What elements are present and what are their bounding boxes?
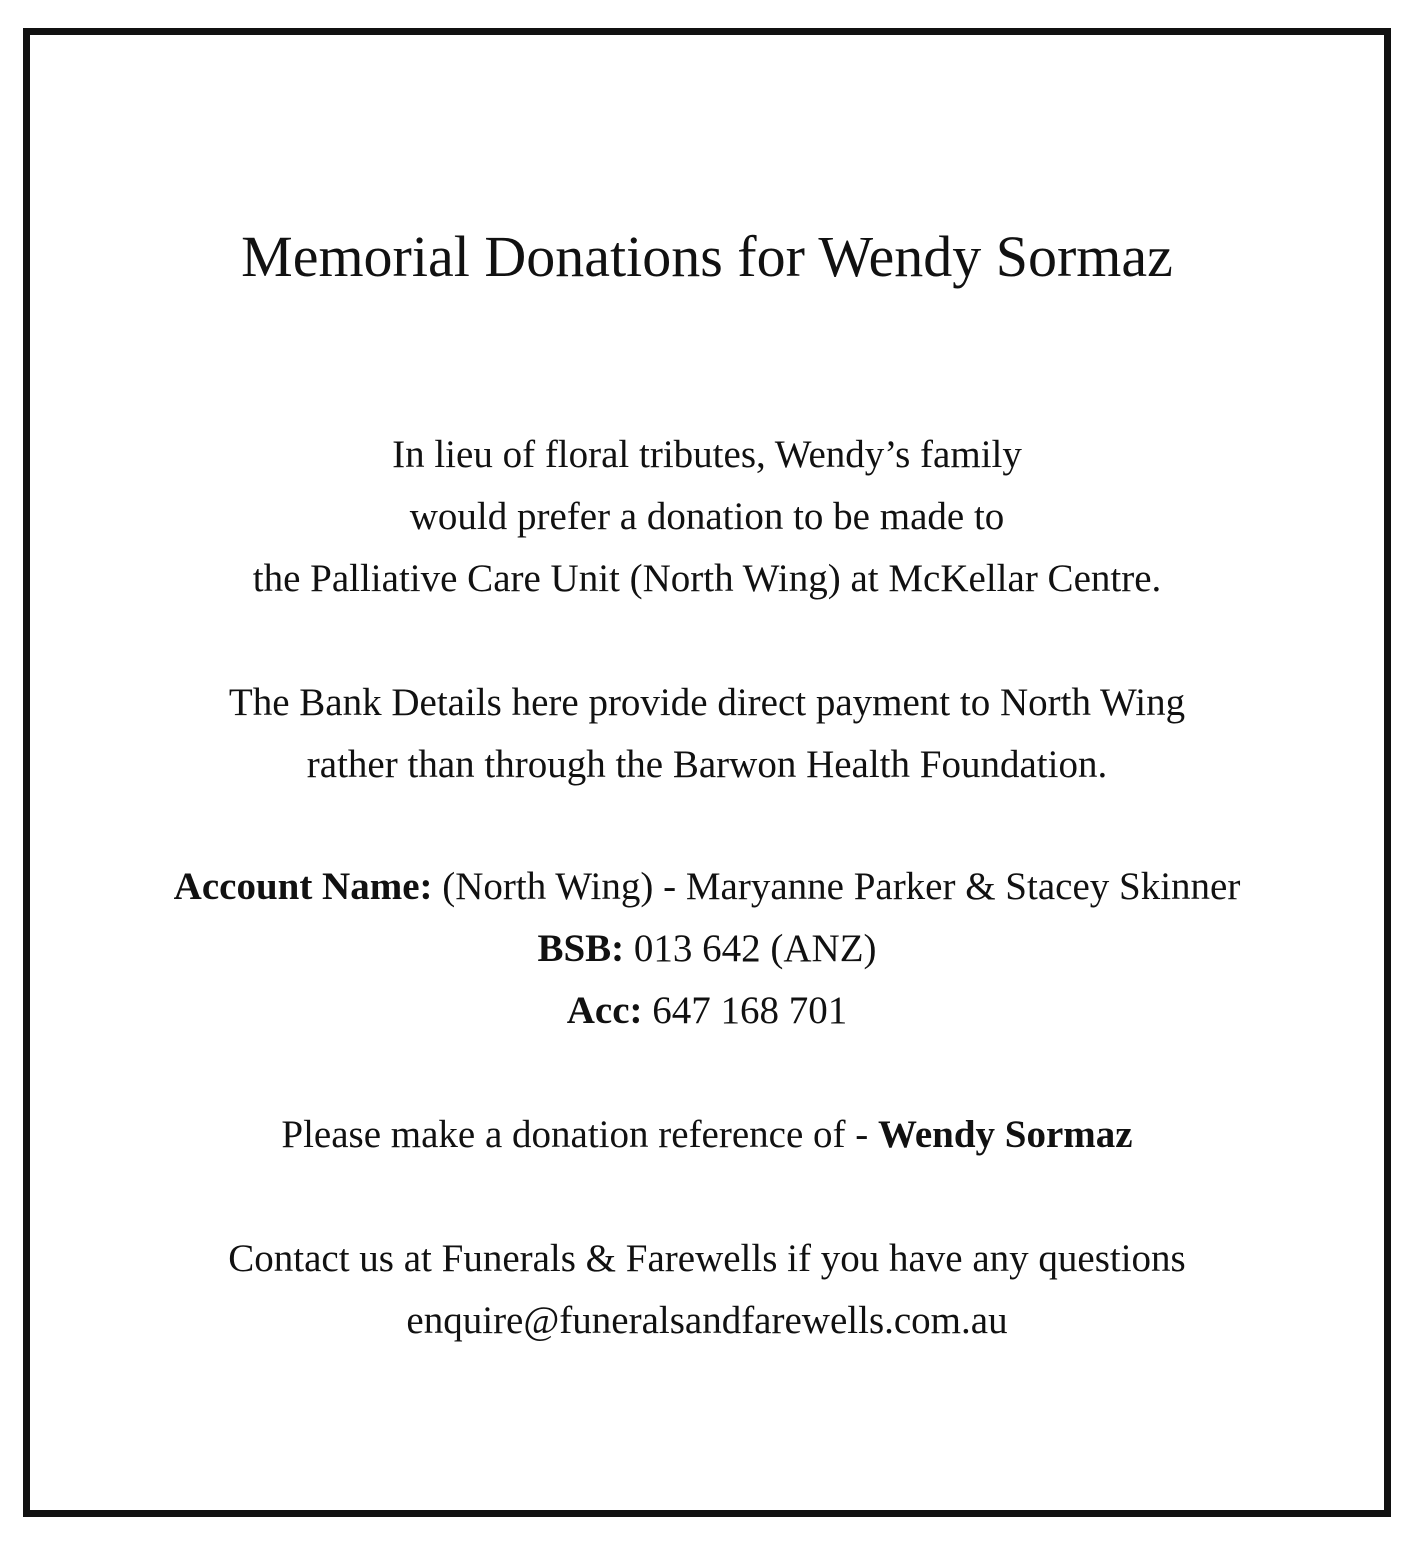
bank-note-line: rather than through the Barwon Health Foundation. <box>306 743 1108 786</box>
bsb-row <box>0 918 1414 980</box>
contact-email: enquire@funeralsandfarewells.com.au <box>406 1299 1008 1342</box>
contact-line: Contact us at Funerals & Farewells if you have any questions <box>228 1237 1186 1280</box>
page-title: Memorial Donations for Wendy Sormaz <box>241 224 1173 289</box>
account-details <box>0 856 1414 1042</box>
reference-paragraph <box>0 1104 1414 1166</box>
reference-text: Please make a donation reference of - <box>281 1113 879 1156</box>
account-name-value: (North Wing) - Maryanne Parker & Stacey Skinner <box>442 865 1241 908</box>
contact-paragraph <box>0 1228 1414 1352</box>
intro-line: the Palliative Care Unit (North Wing) at McKellar Centre. <box>252 557 1162 600</box>
bank-note-paragraph <box>0 672 1414 796</box>
intro-line: In lieu of floral tributes, Wendy’s family <box>392 433 1022 476</box>
reference-name: Wendy Sormaz <box>878 1113 1133 1156</box>
account-name-label: Account Name: <box>173 865 433 908</box>
account-number-row <box>0 980 1414 1042</box>
account-number-value: 647 168 701 <box>652 989 848 1032</box>
account-number-label: Acc: <box>566 989 643 1032</box>
account-name-row <box>0 856 1414 918</box>
bsb-label: BSB: <box>537 927 625 970</box>
reference-line <box>0 1104 1414 1166</box>
bsb-value: 013 642 (ANZ) <box>633 927 877 970</box>
intro-paragraph <box>0 424 1414 610</box>
intro-line: would prefer a donation to be made to <box>409 495 1005 538</box>
bank-note-line: The Bank Details here provide direct payment to North Wing <box>228 681 1186 724</box>
